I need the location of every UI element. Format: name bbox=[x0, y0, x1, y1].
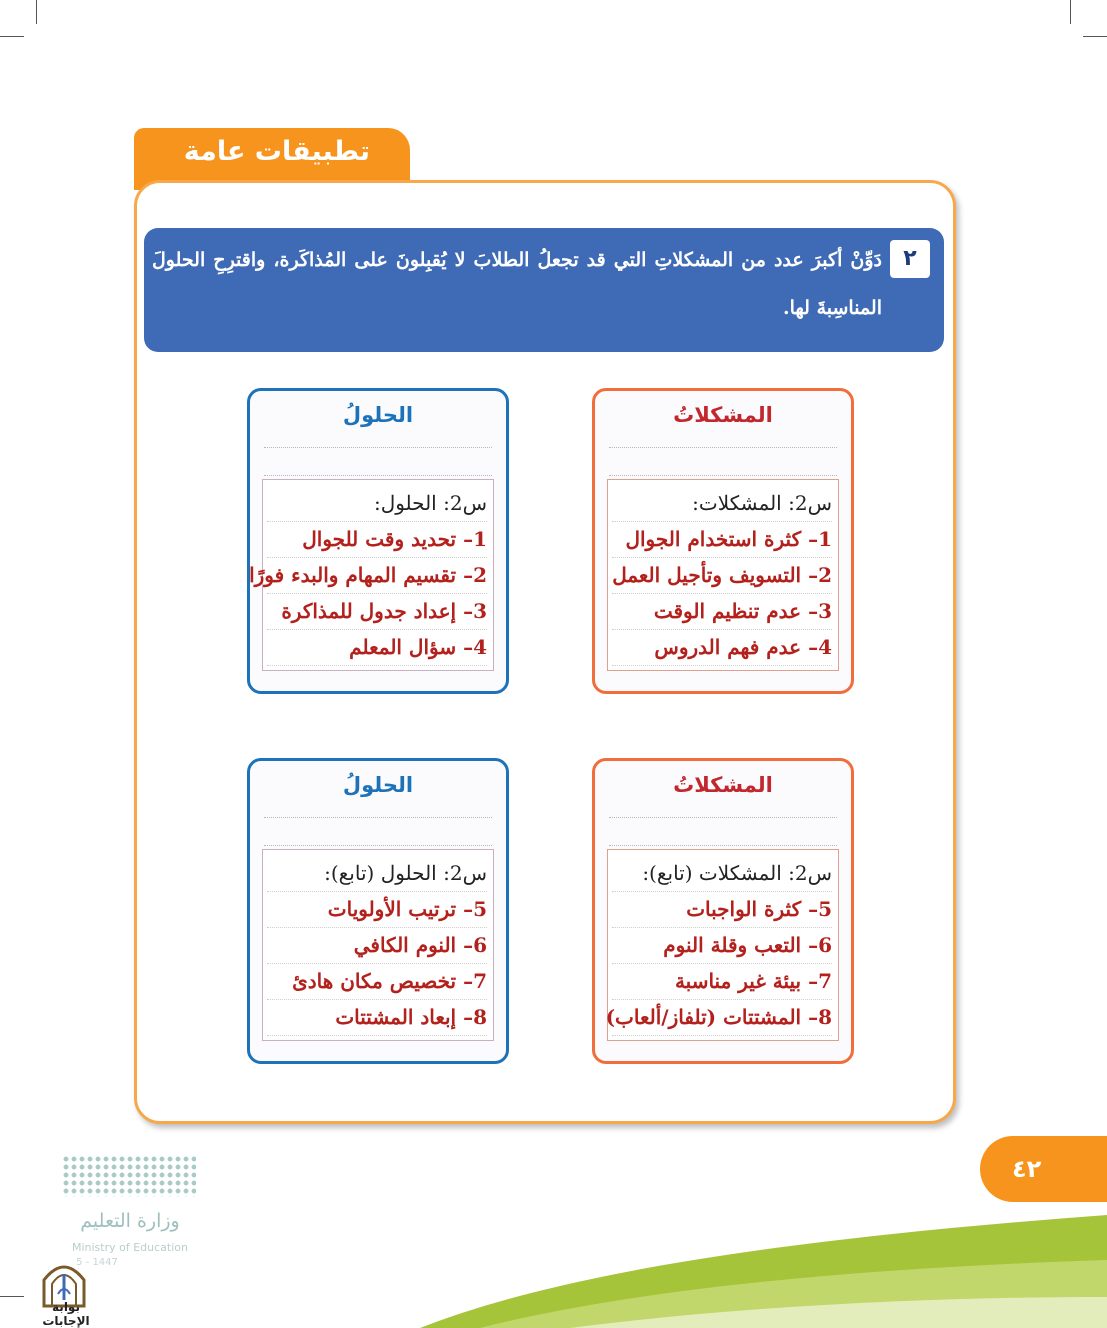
dotted-line bbox=[609, 475, 837, 476]
answer-line: س2: الحلول (تابع): bbox=[267, 856, 487, 892]
answer-line: س2: الحلول: bbox=[267, 486, 487, 522]
dotted-line bbox=[609, 817, 837, 818]
handwritten-answer bbox=[607, 479, 839, 671]
solutions-box-2 bbox=[247, 758, 509, 1064]
handwritten-answer bbox=[607, 849, 839, 1041]
dotted-line bbox=[609, 447, 837, 448]
answer-line: 6– التعب وقلة النوم bbox=[612, 928, 832, 964]
problems-box-2 bbox=[592, 758, 854, 1064]
answer-line: 2– التسويف وتأجيل العمل bbox=[612, 558, 832, 594]
crop-mark bbox=[0, 1296, 24, 1297]
answer-line: 8– إبعاد المشتتات bbox=[267, 1000, 487, 1036]
dotted-line bbox=[264, 475, 492, 476]
ministry-logo-icon bbox=[62, 1155, 196, 1197]
answer-line: 5– ترتيب الأولويات bbox=[267, 892, 487, 928]
handwritten-answer bbox=[262, 849, 494, 1041]
dotted-line bbox=[264, 817, 492, 818]
answer-line: 2– تقسيم المهام والبدء فورًا bbox=[267, 558, 487, 594]
answer-line: 5– كثرة الواجبات bbox=[612, 892, 832, 928]
crop-mark bbox=[36, 0, 37, 24]
answer-line: 7– تخصيص مكان هادئ bbox=[267, 964, 487, 1000]
edition-year: 5 - 1447 bbox=[76, 1257, 118, 1268]
problems-title: المشكلاتُ bbox=[673, 773, 773, 797]
question-text: دَوِّنْ أكبرَ عدد من المشكلاتِ التي قد تجعلُ الطلابَ لا يُقبِلونَ على المُذاكَرة، واقترِحِ الحلولَ المناسِبةَ لها. bbox=[152, 249, 882, 319]
ministry-name-en: Ministry of Education bbox=[71, 1241, 188, 1254]
answer-line: 6– النوم الكافي bbox=[267, 928, 487, 964]
answer-line: 8– المشتتات (تلفاز/ألعاب) bbox=[612, 1000, 832, 1036]
answer-line: 1– تحديد وقت للجوال bbox=[267, 522, 487, 558]
crop-mark bbox=[0, 36, 24, 37]
answer-line: 4– عدم فهم الدروس bbox=[612, 630, 832, 666]
handwritten-answer bbox=[249, 479, 494, 671]
solutions-box-1 bbox=[247, 388, 509, 694]
site-logo-text: بوابة الإجابات bbox=[42, 1300, 90, 1328]
question-bar bbox=[144, 228, 944, 352]
ministry-name-ar: وزارة التعليم bbox=[80, 1210, 180, 1232]
problems-title: المشكلاتُ bbox=[673, 403, 773, 427]
crop-mark bbox=[1083, 36, 1107, 37]
crop-mark bbox=[1070, 0, 1071, 24]
answer-line: س2: المشكلات (تابع): bbox=[612, 856, 832, 892]
question-number: ٢ bbox=[890, 240, 930, 278]
answer-line: 3– إعداد جدول للمذاكرة bbox=[267, 594, 487, 630]
solutions-title: الحلولُ bbox=[342, 773, 414, 797]
dotted-line bbox=[264, 447, 492, 448]
solutions-title: الحلولُ bbox=[342, 403, 414, 427]
section-title: تطبيقات عامة bbox=[183, 136, 370, 167]
answer-line: 7– بيئة غير مناسبة bbox=[612, 964, 832, 1000]
page-number: ٤٢ bbox=[980, 1136, 1107, 1202]
problems-box-1 bbox=[592, 388, 854, 694]
answer-line: 1– كثرة استخدام الجوال bbox=[612, 522, 832, 558]
answer-line: س2: المشكلات: bbox=[612, 486, 832, 522]
decorative-swoosh bbox=[420, 1205, 1107, 1328]
dotted-line bbox=[609, 845, 837, 846]
answer-line: 3– عدم تنظيم الوقت bbox=[612, 594, 832, 630]
answer-line: 4– سؤال المعلم bbox=[267, 630, 487, 666]
dotted-line bbox=[264, 845, 492, 846]
